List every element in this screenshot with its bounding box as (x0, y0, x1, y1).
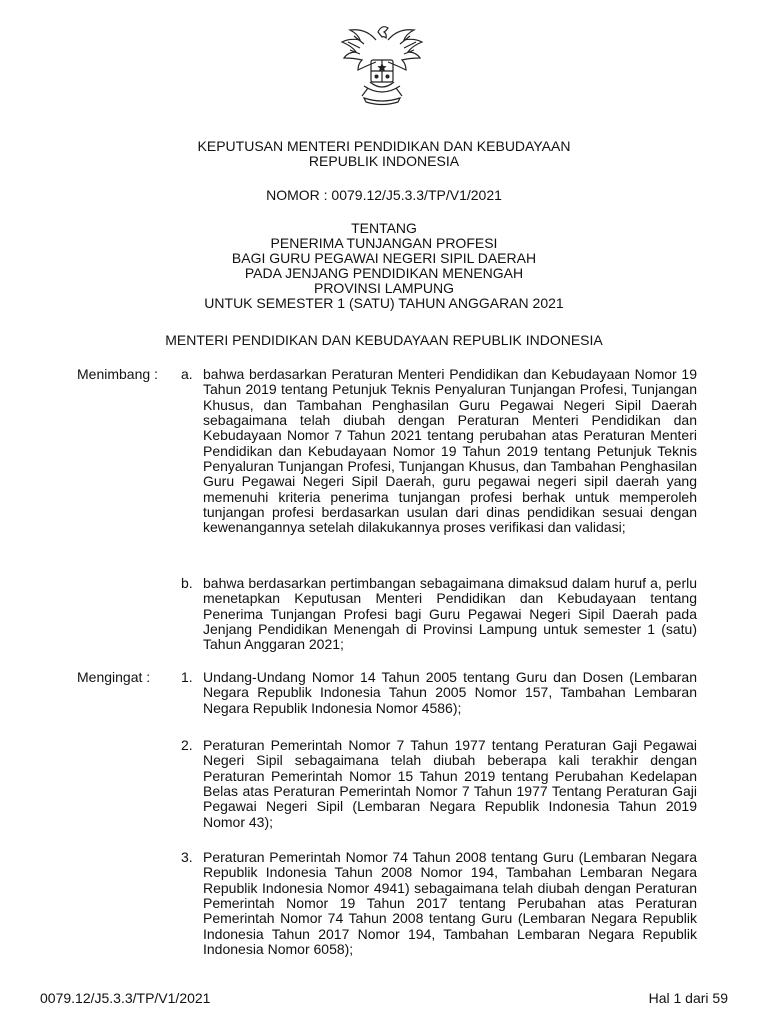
decree-title-line: KEPUTUSAN MENTERI PENDIDIKAN DAN KEBUDAYAAN (197, 138, 571, 154)
footer-doc-number: 0079.12/J5.3.3/TP/V1/2021 (40, 990, 211, 1006)
subject-line: BAGI GURU PEGAWAI NEGERI SIPIL DAERAH (231, 250, 537, 266)
footer-page-number: Hal 1 dari 59 (648, 990, 728, 1006)
list-marker: 2. (181, 737, 193, 753)
mengingat-label: Mengingat : (77, 669, 151, 685)
menimbang-paragraph-a: bahwa berdasarkan Peraturan Menteri Pendidikan dan Kebudayaan Nomor 19 Tahun 2019 tentang Petunjuk Teknis Penyaluran Tunjangan Profesi, Tunjangan Khusus, dan Tambahan Penghasilan Guru Pegawai Negeri Sipil Daerah sebagaimana telah diubah dengan Peraturan Menteri Pendidikan dan Kebudayaan Nomor 7 Tahun 2021 tentang perubahan atas Peraturan Menteri Pendidikan dan Kebudayaan Nomor 19 Tahun 2019 tentang Petunjuk Teknis Penyaluran Tunjangan Profesi, Tunjangan Khusus, dan Tambahan Penghasilan Guru Pegawai Negeri Sipil Daerah, guru pegawai negeri sipil daerah yang memenuhi kriteria penerima tunjangan profesi berhak untuk memperoleh tunjangan profesi berdasarkan usulan dari dinas pendidikan sesuai dengan kewenangannya setelah dilakukannya proses verifikasi dan validasi; (203, 366, 697, 536)
subject-line: PADA JENJANG PENDIDIKAN MENENGAH (244, 265, 524, 281)
subject-line: PENERIMA TUNJANGAN PROFESI (270, 235, 498, 251)
list-marker: a. (181, 366, 193, 382)
menimbang-label: Menimbang : (77, 366, 158, 382)
subject-line: UNTUK SEMESTER 1 (SATU) TAHUN ANGGARAN 2021 (204, 295, 564, 311)
menimbang-paragraph-b: bahwa berdasarkan pertimbangan sebagaimana dimaksud dalam huruf a, perlu menetapkan Keputusan Menteri Pendidikan dan Kebudayaan tentang Penerima Tunjangan Profesi bagi Guru Pegawai Negeri Sipil Daerah pada Jenjang Pendidikan Menengah di Provinsi Lampung untuk semester 1 (satu) Tahun Anggaran 2021; (203, 575, 697, 653)
decree-title (0, 139, 768, 169)
decree-number: NOMOR : 0079.12/J5.3.3/TP/V1/2021 (266, 187, 502, 203)
decree-title-line: REPUBLIK INDONESIA (308, 153, 460, 169)
subject-line: TENTANG (351, 220, 417, 236)
mengingat-item-1: Undang-Undang Nomor 14 Tahun 2005 tentang Guru dan Dosen (Lembaran Negara Republik Indonesia Tahun 2005 Nomor 157, Tambahan Lembaran Negara Republik Indonesia Nomor 4586); (203, 669, 697, 716)
list-marker: 1. (181, 669, 193, 685)
list-marker: b. (181, 575, 193, 591)
garuda-emblem-icon (334, 22, 430, 110)
list-marker: 3. (181, 849, 193, 865)
mengingat-item-2: Peraturan Pemerintah Nomor 7 Tahun 1977 tentang Peraturan Gaji Pegawai Negeri Sipil sebagaimana telah diubah beberapa kali terakhir dengan Peraturan Pemerintah Nomor 15 Tahun 2019 tentang Perubahan Kedelapan Belas atas Peraturan Pemerintah Nomor 7 Tahun 1977 Tentang Peraturan Gaji Pegawai Negeri Sipil (Lembaran Negara Republik Indonesia Tahun 2019 Nomor 43); (203, 737, 697, 830)
mengingat-item-3: Peraturan Pemerintah Nomor 74 Tahun 2008 tentang Guru (Lembaran Negara Republik Indonesia Tahun 2008 Nomor 194, Tambahan Lembaran Negara Republik Indonesia Nomor 4941) sebagaimana telah diubah dengan Peraturan Pemerintah Nomor 19 Tahun 2017 tentang Perubahan atas Peraturan Pemerintah Nomor 74 Tahun 2008 tentang Guru (Lembaran Negara Republik Indonesia Tahun 2017 Nomor 194, Tambahan Lembaran Negara Republik Indonesia Nomor 6058); (203, 849, 697, 958)
subject-line: PROVINSI LAMPUNG (313, 280, 455, 296)
issuing-authority: MENTERI PENDIDIKAN DAN KEBUDAYAAN REPUBLIK INDONESIA (165, 332, 603, 348)
decree-subject (0, 221, 768, 311)
